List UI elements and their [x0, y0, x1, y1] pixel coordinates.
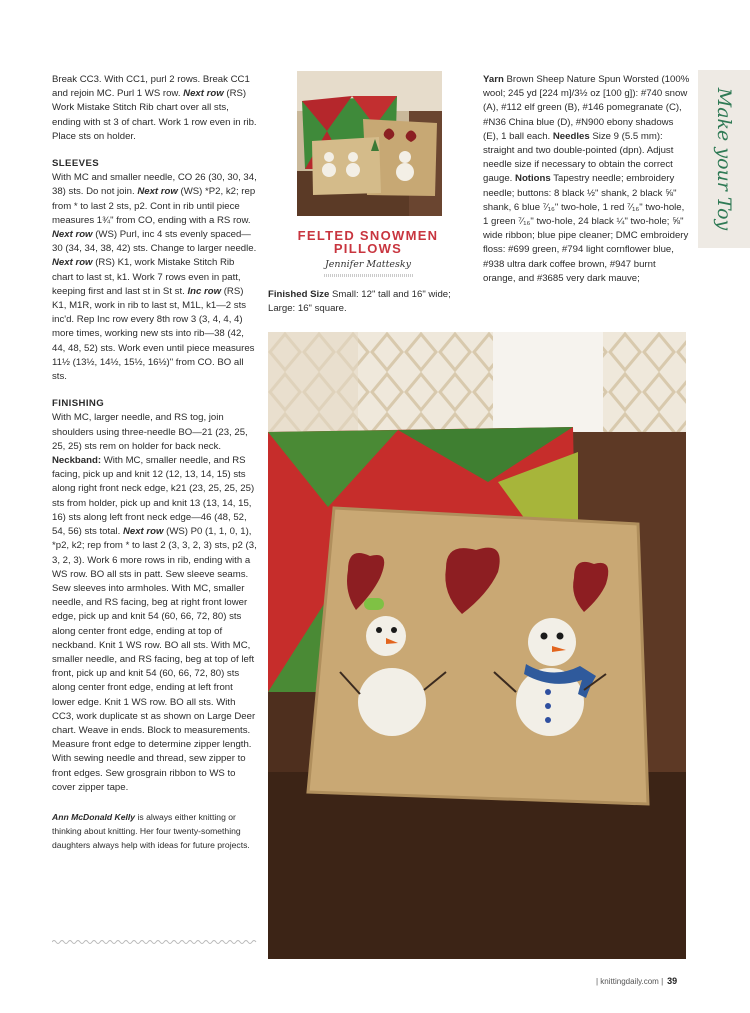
snowman-pillow-photo: [268, 332, 686, 959]
emphasis-text: Needles: [552, 130, 590, 142]
pattern-title: FELTED SNOWMEN PILLOWS: [297, 228, 439, 256]
body-text: With MC and smaller needle, CO 26 (30, 30, 34, 38) sts. Do not join.: [52, 172, 257, 198]
sleeves-heading: SLEEVES: [52, 158, 100, 170]
body-text: (RS) Work Mistake Stitch Rib chart over all sts, ending with st 3 of chart. Work 1 row even in rib. Place sts on holder.: [52, 88, 257, 142]
body-text: Tapestry needle; embroidery needle; buttons: 8 black ½" shank, 2 black ⅝" shank, 6 blue ⁷⁄₁₆" two-hole, 1 red ⁷⁄₁₆" two-hole, 1 green ⁷⁄₁₆" two-hole, 24 black ¼" two-hole; ⅝" wide ribbon; blue pipe cleaner; DMC embroidery floss: #699 green, #794 light cornflower blue, #938 ultra dark coffee brown, #947 burnt orange, and #3685 very dark mauve;: [483, 173, 689, 284]
body-text: (WS) P0 (1, 1, 0, 1), *p2, k2; rep from * to last 2 (3, 3, 2, 3) sts, p2 (3, 3, 2, 3). Work 6 more rows in rib, ending with a WS row. BO all sts in patt. Sew sleeve seams. Sew sleeves into armholes. With MC, smaller needle, and RS facing, beg at right front lower edge, pick up and knit 54 (60, 66, 72, 80) sts along center front edge, ending at top of neckband. Knit 1 WS row. BO all sts. With MC, smaller needle, and RS facing, beg at top of left front, pick up and knit 54 (60, 66, 72, 80) sts along center front edge, ending at left front lower edge. Knit 1 WS row. BO all sts. With CC3, work duplicate st as shown on Large Deer chart. Weave in ends. Block to measurements. Measure front edge to determine zipper length. With sewing needle and thread, sew zipper to front edges. Sew grosgrain ribbon to WS to cover zipper tape.: [52, 526, 257, 793]
left-column: [52, 73, 258, 852]
finished-size-text: [268, 288, 468, 316]
sleeves-paragraph: [52, 171, 258, 384]
body-text: (RS) K1, M1R, work in rib to last st, M1L, k1—2 sts inc'd. Rep Inc row every 8th row 3 (3, 4, 4, 4) more times, working new sts into rib—38 (42, 44, 48, 52) sts. Work even until piece measures 11½ (13½, 14½, 15½, 16½)" from CO. BO all sts.: [52, 285, 255, 383]
body-text: (RS) K1, work Mistake Stitch Rib chart to last st, k1. Work 7 rows even in patt, keeping first and last st in St st.: [52, 257, 241, 297]
emphasis-text: Inc row: [187, 285, 222, 297]
footer-site: | knittingdaily.com |: [596, 977, 664, 986]
right-column: [483, 73, 690, 286]
body-text: With MC, smaller needle, and RS facing, pick up and knit 12 (12, 13, 14, 15) sts along right front neck edge, k21 (23, 25, 25, 25) sts from holder, pick up and knit 13 (13, 14, 15, 16) sts along left front neck edge—46 (48, 52, 54, 56) sts total.: [52, 455, 255, 538]
designer-bio: [52, 810, 258, 852]
body-text: With MC, larger needle, and RS tog, join shoulders using three-needle BO—21 (23, 25, 25, 25) sts rem on holder for back neck.: [52, 412, 248, 452]
body-text: Break CC3. With CC1, purl 2 rows. Break CC1 and rejoin MC. Purl 1 WS row.: [52, 74, 250, 100]
emphasis-text: Next row: [137, 186, 178, 198]
pattern-designer: Jennifer Mattesky: [324, 259, 412, 270]
emphasis-text: Neckband:: [52, 455, 102, 467]
body-text: (WS) *P2, k2; rep from * to last 2 sts, p2. Cont in rib until piece measures 1¾" from CO, ending with a RS row.: [52, 186, 256, 226]
intro-paragraph: [52, 73, 258, 144]
body-text: Small: 12" tall and 16" wide; Large: 16" square.: [268, 289, 451, 315]
page-footer: [596, 976, 677, 986]
bio-name: Ann McDonald Kelly: [52, 811, 136, 822]
emphasis-text: Next row: [122, 526, 164, 538]
emphasis-text: Notions: [515, 173, 551, 185]
emphasis-text: Next row: [52, 229, 93, 241]
emphasis-text: Finished Size: [268, 289, 330, 300]
emphasis-text: Next row: [52, 257, 93, 269]
materials-paragraph: [483, 73, 690, 286]
finishing-heading: FINISHING: [52, 398, 105, 410]
body-text: Brown Sheep Nature Spun Worsted (100% wool; 245 yd [224 m]/3½ oz [100 g]): #740 snow (A), #112 elf green (B), #146 pomegranate (C), #N36 China blue (D), #N900 ebony shadows (E), 1 ball each.: [483, 74, 690, 142]
finishing-paragraph: [52, 411, 258, 794]
body-text: Size 9 (5.5 mm): straight and two double-pointed (dpn). Adjust needle size if necessary to obtain the correct gauge.: [483, 130, 674, 185]
emphasis-text: Yarn: [483, 74, 504, 85]
wavy-divider: [52, 938, 258, 946]
bio-text: is always either knitting or thinking about knitting. Her four twenty-something daughters always help with ideas for future projects.: [52, 811, 250, 850]
finished-size-column: [268, 288, 468, 316]
page-number: 39: [667, 976, 678, 986]
emphasis-text: Next row: [183, 88, 224, 100]
thumbnail-pillows-photo: [297, 71, 442, 216]
decorative-ticks: [324, 273, 414, 278]
body-text: (WS) Purl, inc 4 sts evenly spaced—30 (34, 34, 38, 42) sts. Change to larger needle.: [52, 229, 257, 255]
section-tab-label: Make your Toy: [713, 87, 735, 231]
